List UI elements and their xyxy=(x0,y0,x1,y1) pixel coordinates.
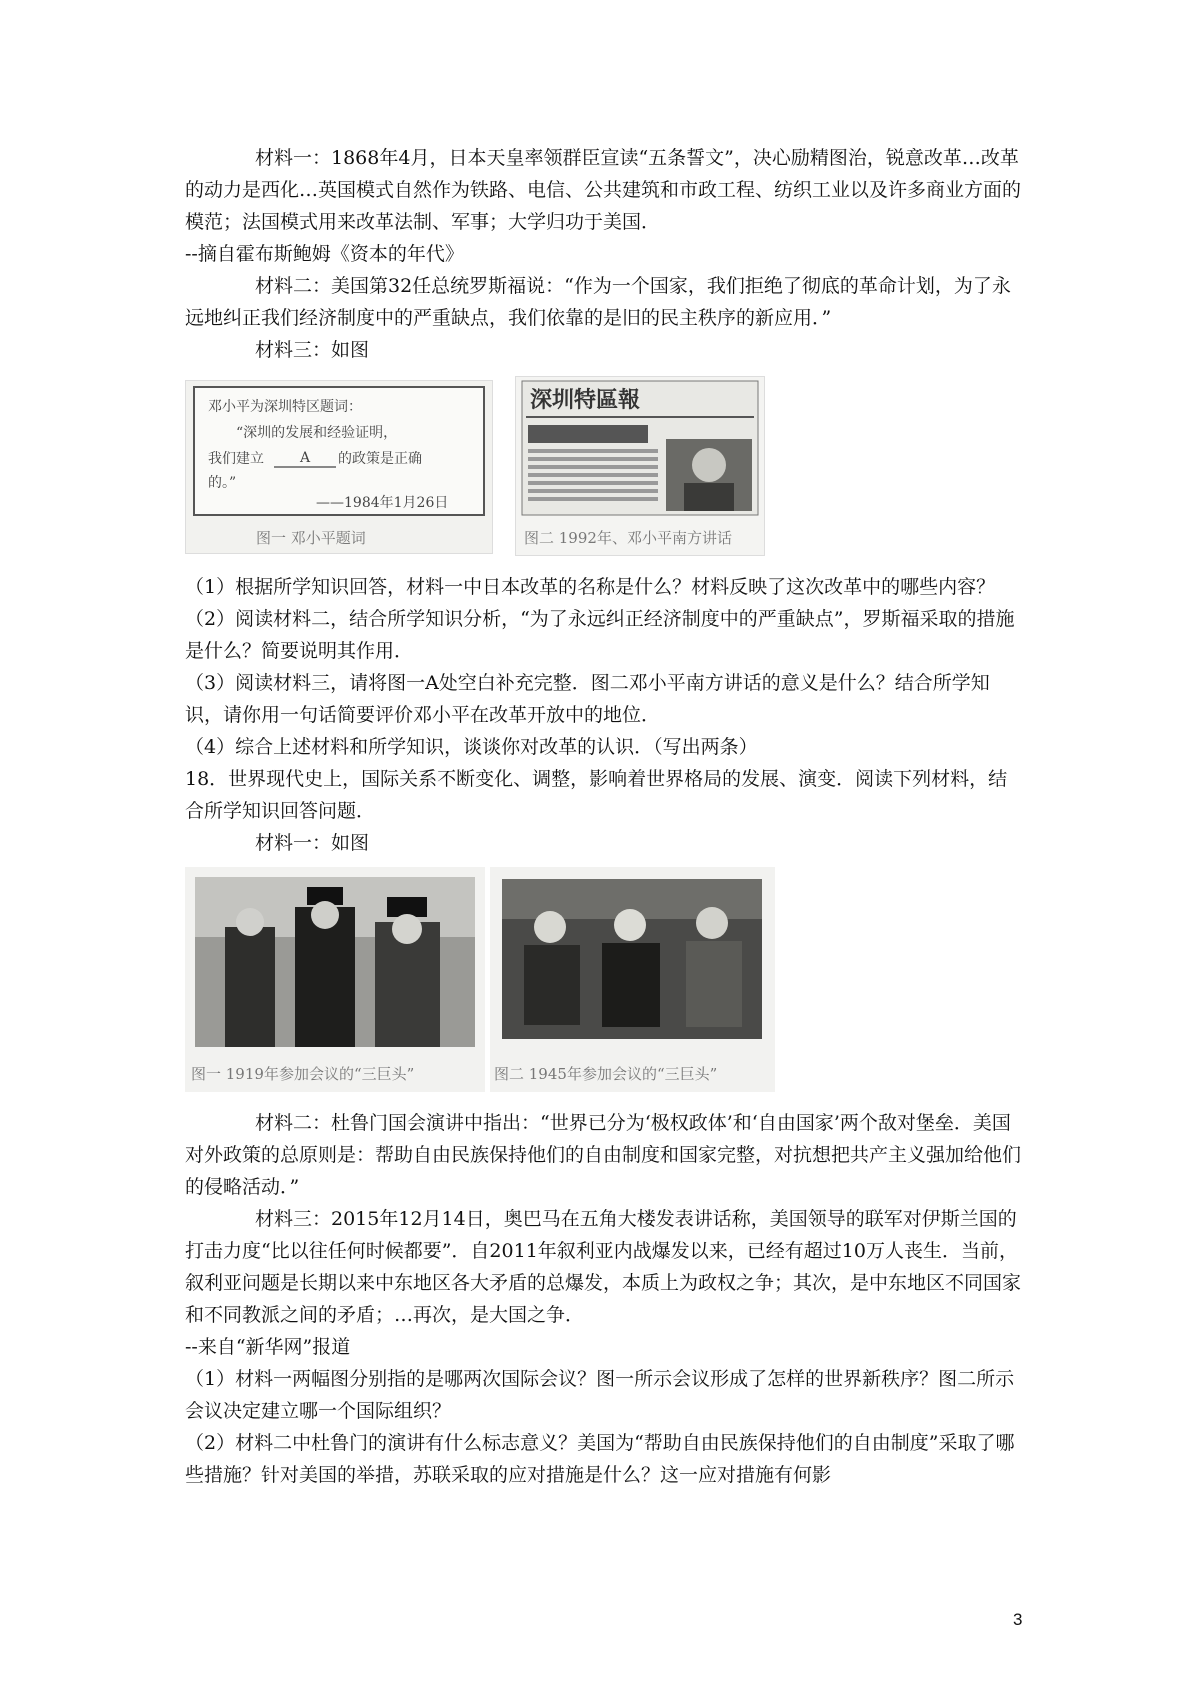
page-content xyxy=(185,142,1025,1491)
q18-material-3: 材料三：2015年12月14日，奥巴马在五角大楼发表讲话称，美国领导的联军对伊斯兰国的打击力度“比以往任何时候都要”．自2011年叙利亚内战爆发以来，已经有超过10万人丧生．当前，叙利亚问题是长期以来中东地区各大矛盾的总爆发，本质上为政权之争；其次，是中东地区不同国家和不同教派之间的矛盾；…再次，是大国之争． xyxy=(185,1208,1022,1326)
q17-question-2: （2）阅读材料二，结合所学知识分析，“为了永远纠正经济制度中的严重缺点”，罗斯福采取的措施是什么？简要说明其作用． xyxy=(185,608,1015,662)
q17-figure-row xyxy=(185,376,1025,561)
q17-question-3: （3）阅读材料三，请将图一A处空白补充完整．图二邓小平南方讲话的意义是什么？结合所学知识，请你用一句话简要评价邓小平在改革开放中的地位． xyxy=(185,672,990,726)
inscription-line-3-pre: 我们建立 xyxy=(208,451,264,467)
q18-fig2-caption: 图二 1945年参加会议的“三巨头” xyxy=(494,1065,718,1083)
photo-1945-drawing xyxy=(490,867,775,1092)
q18-material-3-source: --来自“新华网”报道 xyxy=(185,1336,351,1358)
q17-question-1: （1）根据所学知识回答，材料一中日本改革的名称是什么？材料反映了这次改革中的哪些内容？ xyxy=(185,576,996,598)
inscription-line-3-post: 的政策是正确 xyxy=(338,451,422,467)
fig1-caption: 图一 邓小平题词 xyxy=(256,529,366,547)
material-2: 材料二：美国第32任总统罗斯福说：“作为一个国家，我们拒绝了彻底的革命计划，为了永远地纠正我们经济制度中的严重缺点，我们依靠的是旧的民主秩序的新应用．” xyxy=(185,275,1011,329)
material-3-label: 材料三：如图 xyxy=(255,339,370,361)
newspaper-masthead: 深圳特區報 xyxy=(530,387,641,413)
q18-material-2: 材料二：杜鲁门国会演讲中指出：“世界已分为‘极权政体’和‘自由国家’两个敌对堡垒．美国对外政策的总原则是：帮助自由民族保持他们的自由制度和国家完整，对抗想把共产主义强加给他们的侵略活动．” xyxy=(185,1112,1022,1198)
q18-fig1-caption: 图一 1919年参加会议的“三巨头” xyxy=(191,1065,415,1083)
q18-intro: 18．世界现代史上，国际关系不断变化、调整，影响着世界格局的发展、演变．阅读下列材料，结合所学知识回答问题． xyxy=(185,768,1008,822)
figure-deng-inscription xyxy=(185,380,493,554)
inscription-date: ——1984年1月26日 xyxy=(316,495,449,511)
inscription-line-2: “深圳的发展和经验证明， xyxy=(236,425,398,441)
photo-1945-big-three xyxy=(490,867,775,1092)
q17-question-4: （4）综合上述材料和所学知识，谈谈你对改革的认识．（写出两条） xyxy=(185,736,758,758)
inscription-drawing xyxy=(186,381,492,553)
newspaper-drawing xyxy=(516,377,764,555)
material-1-source: --摘自霍布斯鲍姆《资本的年代》 xyxy=(185,243,464,265)
material-1: 材料一：1868年4月，日本天皇率领群臣宣读“五条誓文”，决心励精图治，锐意改革…改革的动力是西化…英国模式自然作为铁路、电信、公共建筑和市政工程、纺织工业以及许多商业方面的模范；法国模式用来改革法制、军事；大学归功于美国． xyxy=(185,147,1022,233)
page-number: 3 xyxy=(1013,1610,1023,1629)
q18-question-1: （1）材料一两幅图分别指的是哪两次国际会议？图一所示会议形成了怎样的世界新秩序？图二所示会议决定建立哪一个国际组织？ xyxy=(185,1368,1015,1422)
q18-material-1-label: 材料一：如图 xyxy=(255,832,370,854)
q18-question-2: （2）材料二中杜鲁门的演讲有什么标志意义？美国为“帮助自由民族保持他们的自由制度”采取了哪些措施？针对美国的举措，苏联采取的应对措施是什么？这一应对措施有何影 xyxy=(185,1432,1015,1486)
figure-shenzhen-newspaper xyxy=(515,376,765,556)
photo-1919-big-three xyxy=(185,867,485,1092)
photo-1919-drawing xyxy=(185,867,485,1092)
fig2-caption: 图二 1992年、邓小平南方讲话 xyxy=(524,529,732,547)
inscription-line-4: 的。” xyxy=(208,475,237,491)
inscription-blank-a: A xyxy=(300,450,311,466)
q18-figure-row xyxy=(185,867,1025,1097)
inscription-line-1: 邓小平为深圳特区题词： xyxy=(208,399,362,415)
